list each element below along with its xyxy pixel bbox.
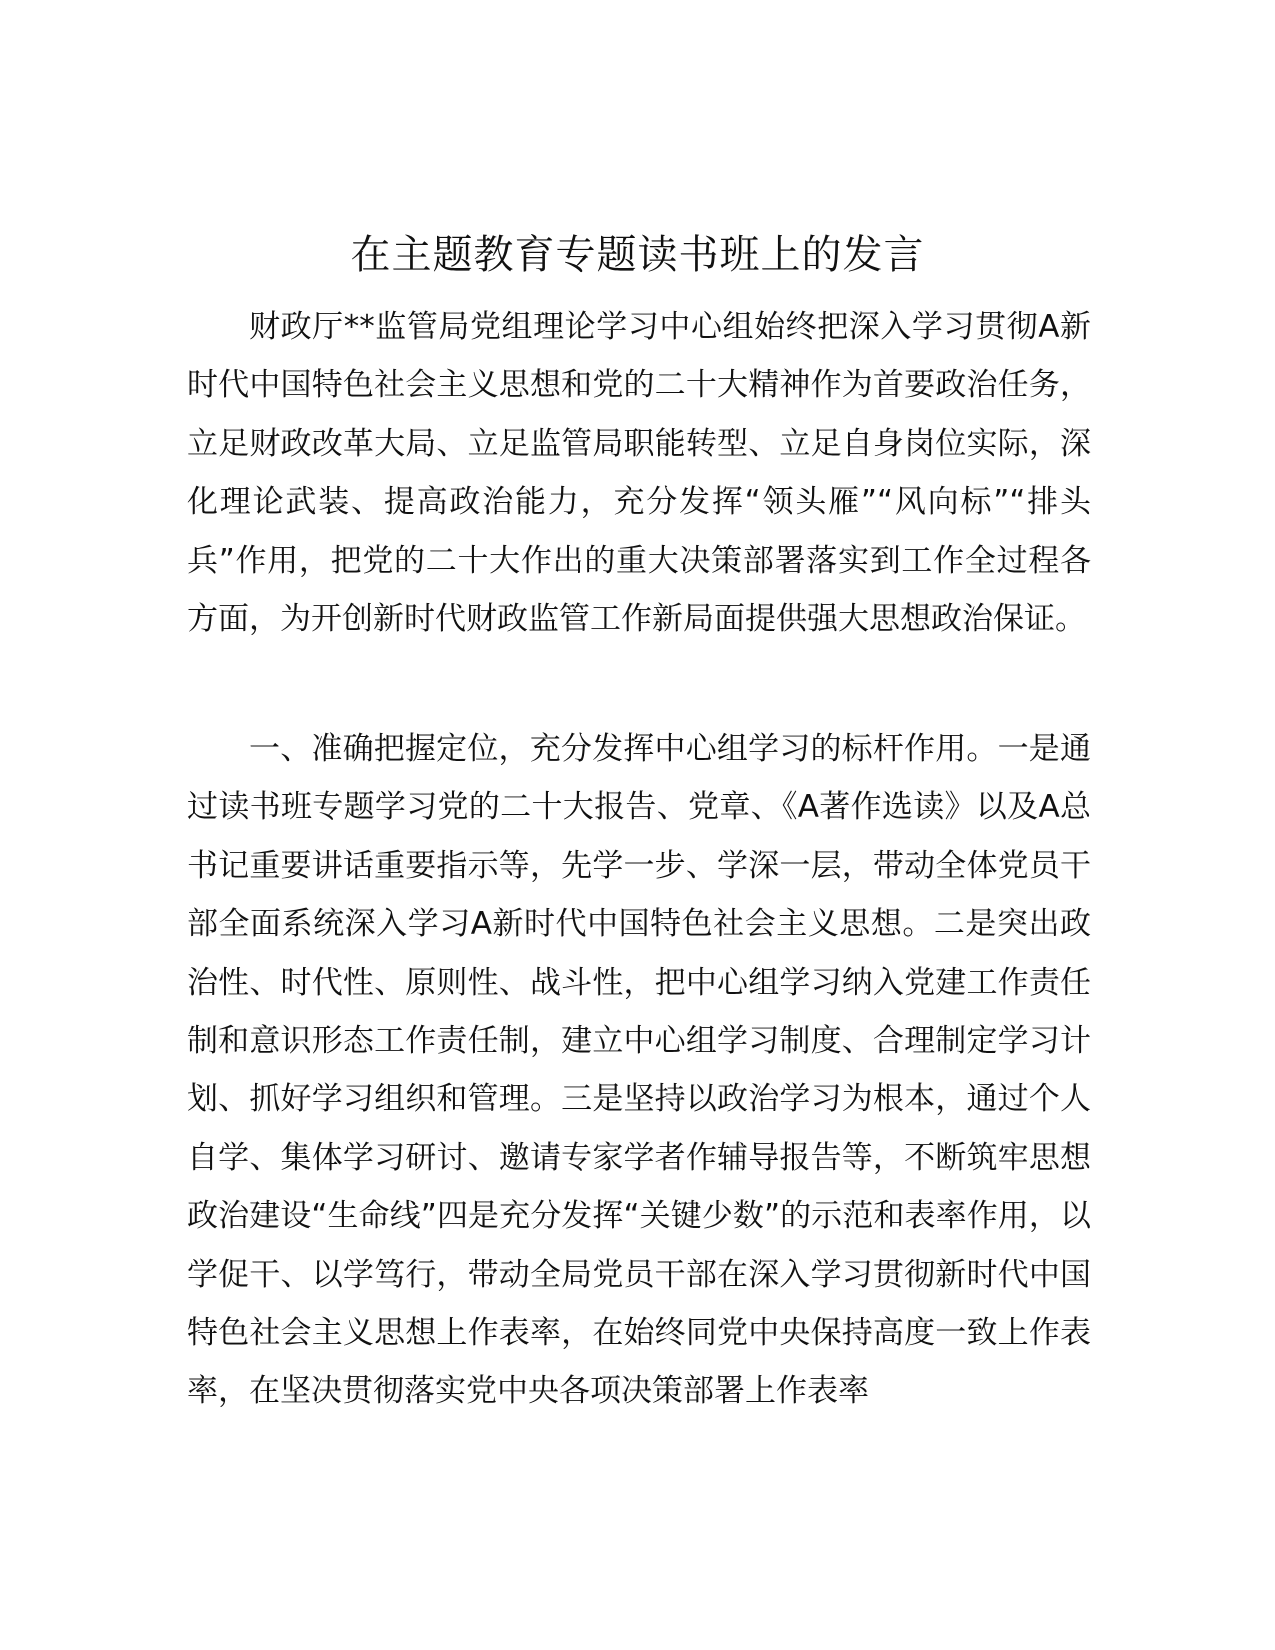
body-paragraph-1: 财政厅**监管局党组理论学习中心组始终把深入学习贯彻A新时代中国特色社会主义思想和党的二十大精神作为首要政治任务，立足财政改革大局、立足监管局职能转型、立足自身岗位实际，深化理论武装、提高政治能力，充分发挥“领头雁”“风向标”“排头兵”作用，把党的二十大作出的重大决策部署落实到工作全过程各方面，为开创新时代财政监管工作新局面提供强大思想政治保证。 <box>187 309 1091 638</box>
document-title: 在主题教育专题读书班上的发言 <box>350 232 925 278</box>
body-paragraph-2: 一、准确把握定位，充分发挥中心组学习的标杆作用。一是通过读书班专题学习党的二十大报告、党章、《A著作选读》以及A总书记重要讲话重要指示等，先学一步、学深一层，带动全体党员干部全面系统深入学习A新时代中国特色社会主义思想。二是突出政治性、时代性、原则性、战斗性，把中心组学习纳入党建工作责任制和意识形态工作责任制，建立中心组学习制度、合理制定学习计划、抓好学习组织和管理。三是坚持以政治学习为根本，通过个人自学、集体学习研讨、邀请专家学者作辅导报告等，不断筑牢思想政治建设“生命线”四是充分发挥“关键少数”的示范和表率作用，以学促干、以学笃行，带动全局党员干部在深入学习贯彻新时代中国特色社会主义思想上作表率，在始终同党中央保持高度一致上作表率，在坚决贯彻落实党中央各项决策部署上作表率 <box>187 731 1091 1410</box>
